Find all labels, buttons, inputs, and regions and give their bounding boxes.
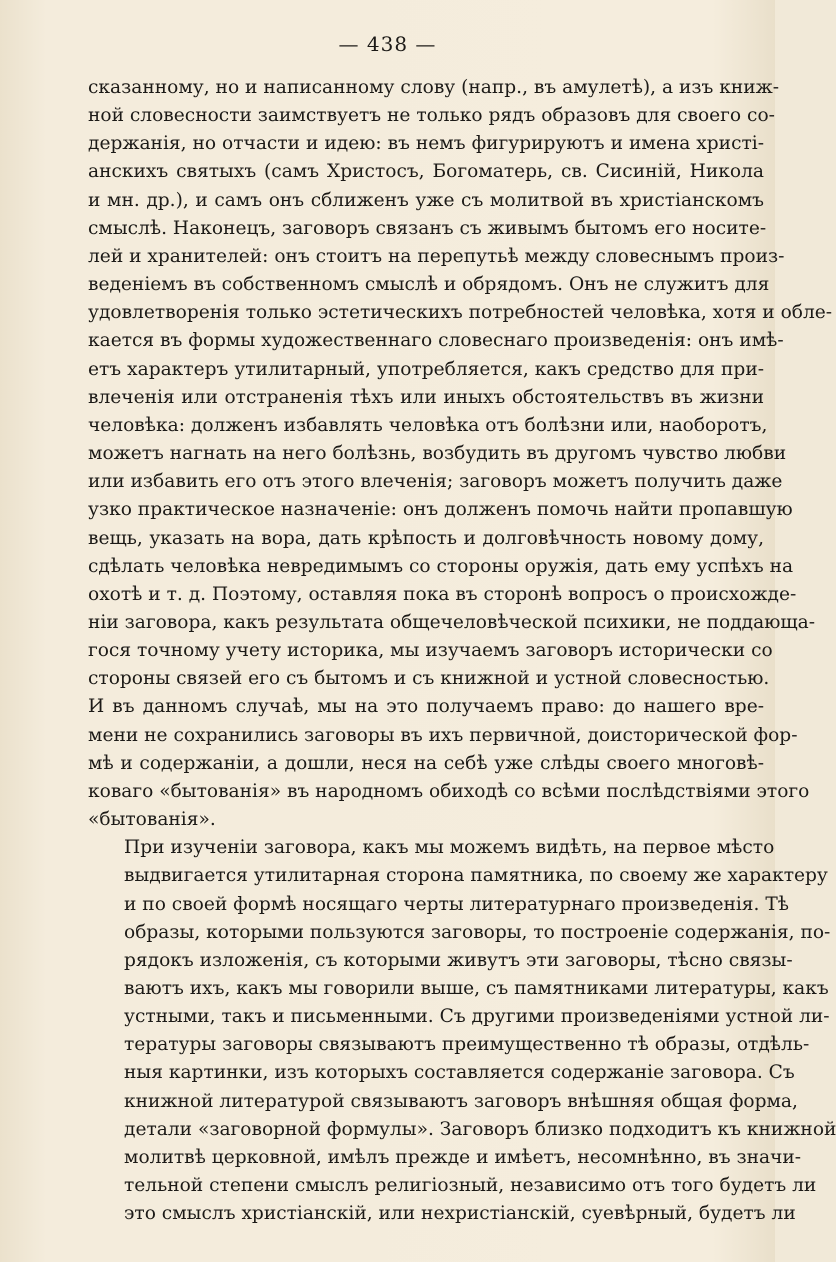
text-line: ныя картинки, изъ которыхъ составляется содержаніе заговора. Съ: [124, 1062, 795, 1084]
text-line: это смыслъ христіанскій, или нехристіанскій, суевѣрный, будетъ ли: [124, 1203, 796, 1225]
text-line: лей и хранителей: онъ стоитъ на перепутьѣ между словеснымъ произ-: [88, 245, 785, 267]
text-line: тературы заговоры связываютъ преимущественно тѣ образы, отдѣль-: [124, 1034, 810, 1056]
text-line: охотѣ и т. д. Поэтому, оставляя пока въ сторонѣ вопросъ о происхожде-: [88, 583, 797, 605]
text-line: кается въ формы художественнаго словеснаго произведенія: онъ имѣ-: [88, 330, 784, 352]
text-line: ной словесности заимствуетъ не только рядъ образовъ для своего со-: [88, 105, 775, 127]
text-line: узко практическое назначеніе: онъ долженъ помочь найти пропавшую: [88, 499, 793, 521]
text-line: держанія, но отчасти и идею: въ немъ фигурируютъ и имена христі-: [88, 133, 764, 155]
text-line: тельной степени смыслъ религіозный, независимо отъ того будетъ ли: [124, 1175, 817, 1197]
text-line: сказанному, но и написанному слову (напр., въ амулетѣ), а изъ книж-: [88, 77, 780, 98]
paragraph: [88, 74, 833, 834]
text-line: можетъ нагнать на него болѣзнь, возбудить въ другомъ чувство любви: [88, 443, 787, 465]
paragraph: [88, 834, 836, 1228]
text-line: смыслѣ. Наконецъ, заговоръ связанъ съ живымъ бытомъ его носите-: [88, 217, 767, 239]
text-line: веденіемъ въ собственномъ смыслѣ и обрядомъ. Онъ не служитъ для: [88, 274, 770, 296]
text-line: устными, такъ и письменными. Съ другими произведеніями устной ли-: [124, 1006, 830, 1028]
text-line: рядокъ изложенія, съ которыми живутъ эти заговоры, тѣсно связы-: [124, 949, 793, 971]
text-line: и мн. др.), и самъ онъ сближенъ уже съ молитвой въ христіанскомъ: [88, 189, 764, 211]
text-line: молитвѣ церковной, имѣлъ прежде и имѣетъ, несомнѣнно, въ значи-: [124, 1146, 802, 1168]
text-line: выдвигается утилитарная сторона памятника, по своему же характеру: [124, 865, 828, 887]
text-line: ніи заговора, какъ результата общечеловѣческой психики, не поддающа-: [88, 611, 816, 633]
text-line: При изученіи заговора, какъ мы можемъ видѣть, на первое мѣсто: [124, 837, 775, 859]
text-line: етъ характеръ утилитарный, употребляется, какъ средство для при-: [88, 358, 764, 380]
body-text: [88, 74, 836, 1228]
text-line: детали «заговорной формулы». Заговоръ близко подходитъ къ книжной: [124, 1118, 836, 1140]
text-line: И въ данномъ случаѣ, мы на это получаемъ право: до нашего вре-: [88, 696, 764, 718]
text-line: человѣка: долженъ избавлять человѣка отъ болѣзни или, наоборотъ,: [88, 414, 768, 436]
text-line: ваютъ ихъ, какъ мы говорили выше, съ памятниками литературы, какъ: [124, 978, 829, 999]
text-line: «бытованія».: [88, 809, 216, 831]
text-line: мени не сохранились заговоры въ ихъ первичной, доисторической фор-: [88, 724, 798, 746]
text-line: сдѣлать человѣка невредимымъ со стороны оружія, дать ему успѣхъ на: [88, 555, 794, 577]
text-line: образы, которыми пользуются заговоры, то построеніе содержанія, по-: [124, 921, 831, 943]
page-number: — 438 —: [338, 32, 437, 56]
text-line: и по своей формѣ носящаго черты литературнаго произведенія. Тѣ: [124, 893, 789, 915]
text-line: гося точному учету историка, мы изучаемъ заговоръ исторически со: [88, 640, 773, 662]
text-line: удовлетворенія только эстетическихъ потребностей человѣка, хотя и обле-: [88, 302, 833, 324]
text-line: или избавить его отъ этого влеченія; заговоръ можетъ получить даже: [88, 471, 783, 493]
text-line: книжной литературой связываютъ заговоръ внѣшняя общая форма,: [124, 1090, 798, 1112]
text-line: коваго «бытованія» въ народномъ обиходѣ со всѣми послѣдствіями этого: [88, 780, 810, 802]
text-line: стороны связей его съ бытомъ и съ книжной и устной словесностью.: [88, 668, 770, 690]
text-line: влеченія или отстраненія тѣхъ или иныхъ обстоятельствъ въ жизни: [88, 386, 764, 408]
text-line: мѣ и содержаніи, а дошли, неся на себѣ уже слѣды своего многовѣ-: [88, 752, 764, 774]
text-line: анскихъ святыхъ (самъ Христосъ, Богоматерь, св. Сисиній, Никола: [88, 161, 764, 183]
text-line: вещь, указать на вора, дать крѣпость и долговѣчность новому дому,: [88, 527, 764, 549]
